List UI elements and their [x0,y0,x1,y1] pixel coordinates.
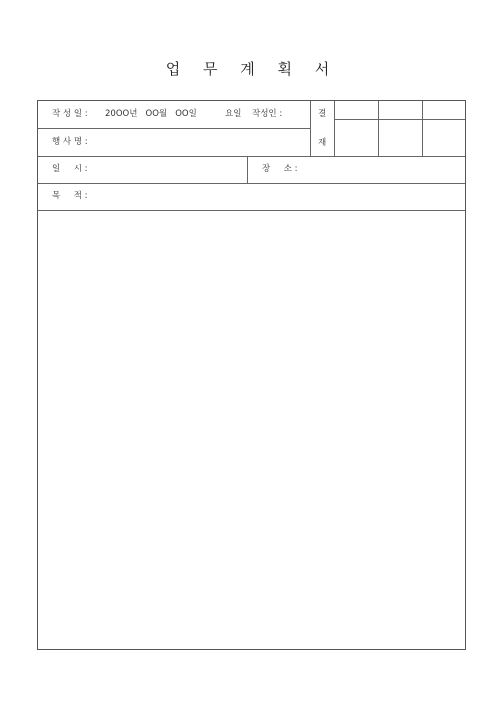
divider-row-1 [38,128,310,129]
divider-approval-left [310,101,311,156]
content-area[interactable] [38,211,465,649]
divider-row-2 [38,156,465,157]
datetime-label: 일 시 : [52,164,88,174]
written-date-label: 작 성 일 : [52,109,88,119]
approval-label-top: 결 [318,109,327,119]
written-date-value: 20OO년 OO월 OO일 [105,109,197,119]
place-label: 장 소 : [262,164,298,174]
approval-label-bottom: 재 [318,138,327,148]
divider-approval-col-1 [378,101,379,156]
author-label: 작성인 : [252,109,283,119]
divider-row-3 [38,183,465,184]
divider-approval-col-2 [422,101,423,156]
plan-form [37,100,466,650]
weekday-label: 요일 [225,109,242,119]
divider-datetime-place [247,156,248,183]
purpose-label: 목 적 : [52,191,88,201]
document-title: 업 무 계 획 서 [165,60,339,78]
divider-approval-header [334,119,465,120]
event-name-label: 행 사 명 : [52,137,88,147]
divider-approval-label [334,101,335,156]
